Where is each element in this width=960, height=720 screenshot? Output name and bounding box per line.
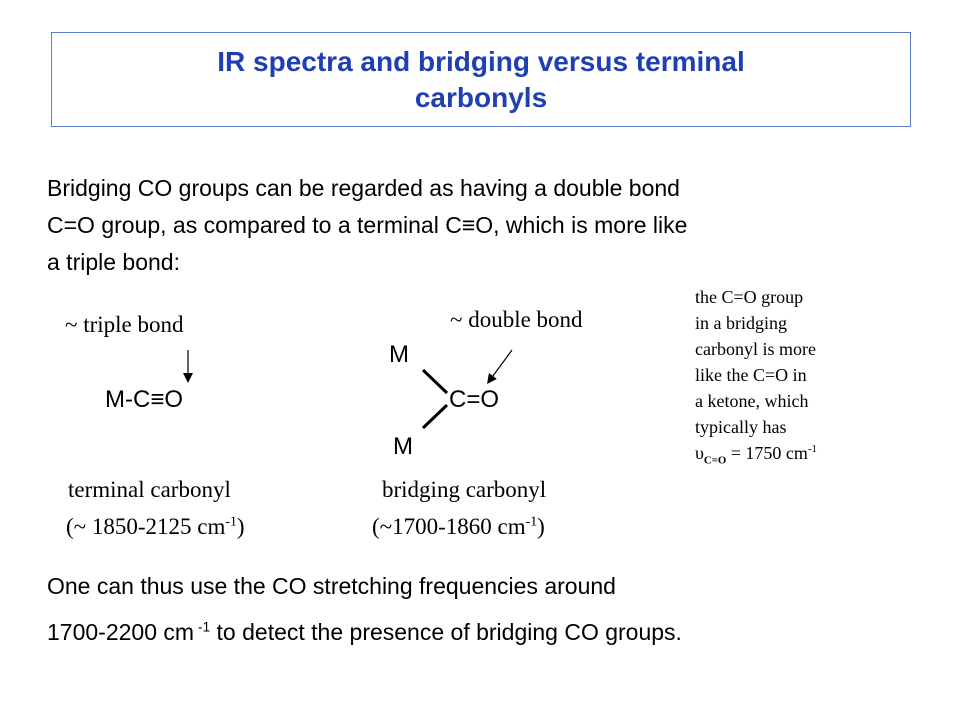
nu-sup: -1 bbox=[807, 443, 817, 455]
side-note-line-5: a ketone, which bbox=[695, 391, 809, 411]
bridging-metal-top: M bbox=[389, 341, 409, 368]
side-note-frequency bbox=[695, 440, 817, 466]
bridging-metal-bottom: M bbox=[393, 433, 413, 460]
terminal-range-text: (~ 1850-2125 cm bbox=[66, 514, 226, 539]
terminal-range-sup: -1 bbox=[225, 513, 237, 529]
intro-line-3: a triple bond: bbox=[47, 249, 180, 275]
bridge-bond-upper bbox=[423, 370, 447, 393]
conclusion-rest: to detect the presence of bridging CO groups. bbox=[210, 619, 682, 645]
side-note-line-3: carbonyl is more bbox=[695, 339, 816, 359]
terminal-range bbox=[66, 514, 245, 540]
side-note-line-1: the C=O group bbox=[695, 287, 804, 307]
conclusion-sup: -1 bbox=[194, 619, 211, 635]
nu-symbol: υ bbox=[695, 443, 704, 463]
side-note-line-4: like the C=O in bbox=[695, 365, 807, 385]
bridging-range-sup: -1 bbox=[525, 513, 538, 529]
bridge-bond-lower bbox=[423, 405, 447, 428]
terminal-formula: M-C≡O bbox=[105, 386, 183, 413]
nu-subscript: C=O bbox=[703, 454, 727, 467]
conclusion-line-2 bbox=[47, 612, 682, 652]
side-note-line-6: typically has bbox=[695, 417, 787, 437]
terminal-range-close: ) bbox=[236, 514, 245, 539]
double-bond-arrow bbox=[490, 350, 512, 380]
bridging-range-text: (~1700-1860 cm bbox=[372, 514, 526, 539]
bridging-carbonyl-label: bridging carbonyl bbox=[382, 477, 547, 502]
side-note-line-2: in a bridging bbox=[695, 313, 787, 333]
conclusion-range: 1700-2200 cm bbox=[47, 619, 195, 645]
intro-line-2: C=O group, as compared to a terminal C≡O, which is more like bbox=[47, 212, 688, 238]
double-bond-annotation: ~ double bond bbox=[450, 307, 583, 332]
terminal-carbonyl-label: terminal carbonyl bbox=[68, 477, 231, 502]
triple-bond-annotation: ~ triple bond bbox=[65, 312, 184, 337]
conclusion-line-1: One can thus use the CO stretching frequencies around bbox=[47, 573, 616, 599]
page-title-line-1: IR spectra and bridging versus terminal bbox=[217, 45, 745, 77]
bridging-range bbox=[372, 514, 545, 540]
bridging-co-group: C=O bbox=[449, 386, 500, 413]
page-title-line-2: carbonyls bbox=[414, 81, 548, 113]
nu-value: = 1750 cm bbox=[726, 443, 808, 463]
intro-line-1: Bridging CO groups can be regarded as having a double bond bbox=[47, 175, 680, 201]
bridging-range-close: ) bbox=[537, 514, 545, 539]
